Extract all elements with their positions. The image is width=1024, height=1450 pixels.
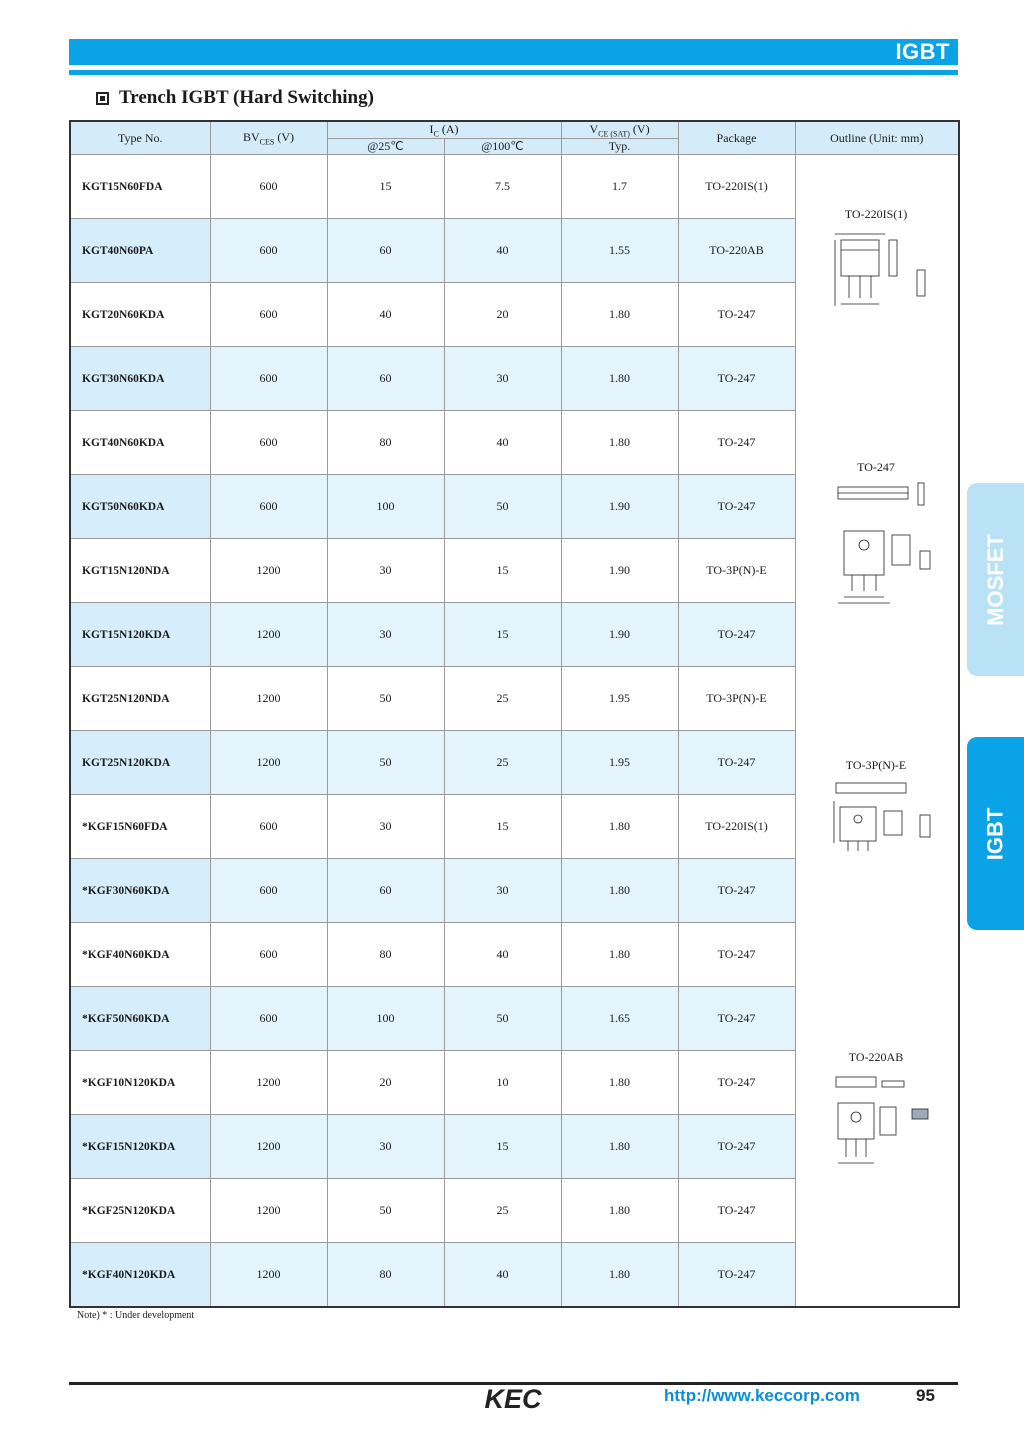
cell-ic-100: 40 — [444, 1243, 561, 1308]
cell-package: TO-247 — [678, 411, 795, 475]
cell-bvces: 600 — [210, 923, 327, 987]
cell-package: TO-247 — [678, 475, 795, 539]
to220is-drawing — [821, 226, 931, 316]
cell-ic-100: 7.5 — [444, 155, 561, 219]
cell-vce-typ: 1.80 — [561, 1051, 678, 1115]
col-vcesat: $V_{CE (SAT)}$ (V) — [561, 121, 678, 139]
cell-type-no: *KGF40N120KDA — [70, 1243, 210, 1308]
cell-ic-100: 15 — [444, 603, 561, 667]
cell-package: TO-3P(N)-E — [678, 667, 795, 731]
page-number: 95 — [916, 1386, 935, 1405]
cell-package: TO-3P(N)-E — [678, 539, 795, 603]
cell-ic-25: 20 — [327, 1051, 444, 1115]
cell-type-no: KGT25N120NDA — [70, 667, 210, 731]
cell-vce-typ: 1.95 — [561, 667, 678, 731]
outline-label: TO-3P(N)-E — [845, 758, 907, 773]
square-bullet-icon — [96, 92, 109, 105]
cell-type-no: KGT50N60KDA — [70, 475, 210, 539]
cell-bvces: 600 — [210, 283, 327, 347]
cell-bvces: 600 — [210, 987, 327, 1051]
cell-package: TO-220IS(1) — [678, 795, 795, 859]
header-category: IGBT — [895, 39, 950, 64]
cell-type-no: KGT40N60KDA — [70, 411, 210, 475]
cell-ic-25: 50 — [327, 1179, 444, 1243]
cell-ic-100: 25 — [444, 667, 561, 731]
cell-ic-25: 80 — [327, 411, 444, 475]
cell-ic-25: 50 — [327, 731, 444, 795]
cell-package: TO-247 — [678, 347, 795, 411]
cell-type-no: KGT25N120KDA — [70, 731, 210, 795]
cell-package: TO-247 — [678, 987, 795, 1051]
cell-vce-typ: 1.80 — [561, 1115, 678, 1179]
cell-type-no: *KGF10N120KDA — [70, 1051, 210, 1115]
cell-bvces: 600 — [210, 475, 327, 539]
cell-vce-typ: 1.80 — [561, 795, 678, 859]
to220ab-drawing — [816, 1069, 936, 1169]
cell-vce-typ: 1.90 — [561, 475, 678, 539]
cell-type-no: KGT30N60KDA — [70, 347, 210, 411]
col-vce-typ: Typ. — [561, 139, 678, 155]
to3pne-drawing — [814, 777, 938, 857]
tab-mosfet[interactable] — [967, 483, 1024, 676]
cell-bvces: 600 — [210, 219, 327, 283]
cell-bvces: 1200 — [210, 667, 327, 731]
col-bvces: $BV_{CES}$ (V) — [210, 121, 327, 155]
cell-vce-typ: 1.80 — [561, 1243, 678, 1308]
cell-package: TO-247 — [678, 1051, 795, 1115]
cell-bvces: 600 — [210, 859, 327, 923]
cell-ic-25: 50 — [327, 667, 444, 731]
cell-ic-25: 60 — [327, 859, 444, 923]
cell-bvces: 1200 — [210, 731, 327, 795]
cell-vce-typ: 1.80 — [561, 859, 678, 923]
tab-igbt[interactable] — [967, 737, 1024, 930]
cell-ic-100: 50 — [444, 987, 561, 1051]
cell-ic-25: 30 — [327, 539, 444, 603]
cell-ic-25: 30 — [327, 795, 444, 859]
cell-vce-typ: 1.90 — [561, 539, 678, 603]
col-package: Package — [678, 121, 795, 155]
cell-type-no: KGT40N60PA — [70, 219, 210, 283]
table-body — [70, 155, 959, 1308]
cell-vce-typ: 1.90 — [561, 603, 678, 667]
header-bar — [69, 39, 958, 65]
cell-type-no: KGT15N60FDA — [70, 155, 210, 219]
to247-drawing — [816, 479, 936, 609]
footnote: Note) * : Under development — [77, 1310, 195, 1321]
cell-bvces: 1200 — [210, 1115, 327, 1179]
header-rule — [69, 70, 958, 75]
cell-package: TO-247 — [678, 859, 795, 923]
outline-label: TO-247 — [857, 460, 895, 475]
cell-ic-100: 25 — [444, 731, 561, 795]
outline-drawing — [796, 460, 957, 613]
cell-ic-100: 25 — [444, 1179, 561, 1243]
cell-ic-25: 30 — [327, 603, 444, 667]
cell-vce-typ: 1.65 — [561, 987, 678, 1051]
outline-drawing — [796, 207, 957, 320]
cell-type-no: KGT15N120NDA — [70, 539, 210, 603]
cell-ic-100: 40 — [444, 411, 561, 475]
cell-ic-100: 30 — [444, 859, 561, 923]
cell-ic-100: 15 — [444, 1115, 561, 1179]
cell-vce-typ: 1.80 — [561, 923, 678, 987]
cell-ic-25: 40 — [327, 283, 444, 347]
cell-bvces: 600 — [210, 795, 327, 859]
cell-vce-typ: 1.80 — [561, 283, 678, 347]
cell-ic-25: 60 — [327, 347, 444, 411]
cell-ic-100: 10 — [444, 1051, 561, 1115]
table-row — [70, 155, 959, 219]
cell-package: TO-247 — [678, 1179, 795, 1243]
cell-package: TO-247 — [678, 731, 795, 795]
outline-cell — [795, 155, 959, 1308]
cell-ic-25: 30 — [327, 1115, 444, 1179]
cell-type-no: *KGF15N60FDA — [70, 795, 210, 859]
cell-bvces: 1200 — [210, 539, 327, 603]
cell-bvces: 600 — [210, 411, 327, 475]
cell-ic-25: 60 — [327, 219, 444, 283]
cell-package: TO-247 — [678, 1115, 795, 1179]
cell-ic-100: 40 — [444, 923, 561, 987]
cell-vce-typ: 1.7 — [561, 155, 678, 219]
cell-bvces: 1200 — [210, 1243, 327, 1308]
cell-type-no: *KGF30N60KDA — [70, 859, 210, 923]
section-title: Trench IGBT (Hard Switching) — [119, 87, 374, 108]
cell-ic-25: 80 — [327, 1243, 444, 1308]
cell-bvces: 1200 — [210, 1051, 327, 1115]
cell-package: TO-220IS(1) — [678, 155, 795, 219]
outline-label: TO-220IS(1) — [844, 207, 908, 222]
cell-package: TO-247 — [678, 283, 795, 347]
cell-type-no: *KGF40N60KDA — [70, 923, 210, 987]
cell-package: TO-247 — [678, 923, 795, 987]
cell-bvces: 1200 — [210, 603, 327, 667]
cell-package: TO-247 — [678, 603, 795, 667]
cell-type-no: *KGF15N120KDA — [70, 1115, 210, 1179]
cell-type-no: *KGF25N120KDA — [70, 1179, 210, 1243]
cell-type-no: KGT15N120KDA — [70, 603, 210, 667]
cell-ic-100: 50 — [444, 475, 561, 539]
outline-label: TO-220AB — [848, 1050, 904, 1065]
cell-vce-typ: 1.80 — [561, 411, 678, 475]
outline-drawing — [796, 1050, 957, 1173]
cell-bvces: 600 — [210, 155, 327, 219]
cell-ic-25: 15 — [327, 155, 444, 219]
cell-ic-100: 15 — [444, 539, 561, 603]
cell-ic-25: 100 — [327, 475, 444, 539]
col-ic-100: @100℃ — [444, 139, 561, 155]
cell-ic-25: 100 — [327, 987, 444, 1051]
cell-bvces: 1200 — [210, 1179, 327, 1243]
cell-vce-typ: 1.55 — [561, 219, 678, 283]
cell-vce-typ: 1.80 — [561, 1179, 678, 1243]
col-ic: $I_C$ (A) — [327, 121, 561, 139]
cell-vce-typ: 1.80 — [561, 347, 678, 411]
col-outline: Outline (Unit: mm) — [795, 121, 959, 155]
website-link[interactable]: http://www.keccorp.com — [664, 1386, 860, 1405]
cell-package: TO-247 — [678, 1243, 795, 1308]
cell-ic-100: 30 — [444, 347, 561, 411]
cell-ic-100: 40 — [444, 219, 561, 283]
tab-igbt-label: IGBT — [982, 807, 1008, 860]
cell-ic-100: 15 — [444, 795, 561, 859]
col-ic-25: @25℃ — [327, 139, 444, 155]
svg-text:KEC: KEC — [484, 1384, 542, 1414]
kec-logo — [474, 1384, 552, 1414]
section-heading — [96, 86, 374, 110]
cell-bvces: 600 — [210, 347, 327, 411]
outline-drawing — [796, 758, 957, 861]
cell-type-no: *KGF50N60KDA — [70, 987, 210, 1051]
spec-table — [69, 120, 960, 1308]
tab-mosfet-label: MOSFET — [982, 533, 1008, 626]
cell-ic-100: 20 — [444, 283, 561, 347]
cell-type-no: KGT20N60KDA — [70, 283, 210, 347]
col-type-no: Type No. — [70, 121, 210, 155]
cell-ic-25: 80 — [327, 923, 444, 987]
cell-package: TO-220AB — [678, 219, 795, 283]
cell-vce-typ: 1.95 — [561, 731, 678, 795]
